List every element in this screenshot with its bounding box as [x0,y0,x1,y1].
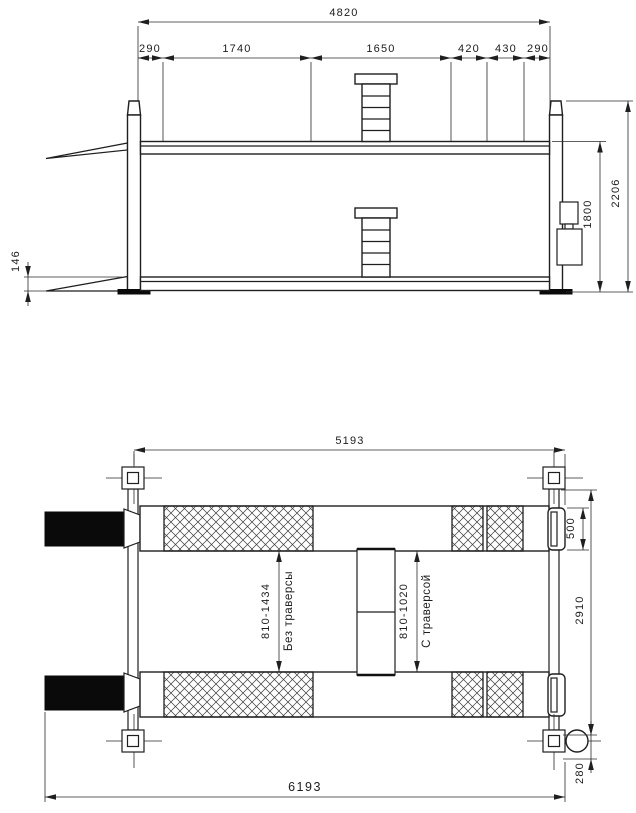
jacking-beam-upper [355,74,397,142]
jack-body [362,84,390,142]
jack-body [362,218,390,277]
dim-label-overall-length: 6193 [288,780,322,794]
dim-label-total-height: 2206 [610,178,622,208]
dim-platform-span [134,435,565,505]
control-box [557,229,582,265]
entry-ramp-raised [46,143,128,159]
dim-with-traverse [398,551,433,672]
dim-label-seg-5: 430 [495,43,517,55]
jack-cap [355,74,397,84]
dim-no-traverse [260,551,295,672]
tread-plate-bottom-right-2 [487,672,523,717]
dim-lowered-height [10,250,122,306]
platform-raised [141,142,550,155]
wheel-stop-top [548,508,565,550]
dim-runway-width [565,508,589,550]
dim-label-no-traverse-range: 810-1434 [260,582,272,640]
tread-plate-top-right-1 [452,506,483,551]
dim-label-platform-height: 1800 [582,199,594,229]
left-post [118,101,150,294]
left-post-column [128,115,141,290]
dim-label-overall-width: 4820 [329,7,359,19]
side-elevation-view [10,7,633,306]
dim-label-seg-2: 1740 [222,43,252,55]
dim-label-runway-width: 500 [565,517,577,539]
platform-lowered [141,277,550,291]
motor-box [560,202,578,224]
wheel-stop-bottom [548,674,565,716]
tread-plate-top-left [164,506,313,551]
dim-label-platform-span: 5193 [335,435,365,447]
dim-extension-lines [163,62,524,141]
dim-overall-width [138,7,550,113]
traverse-beam [357,549,395,675]
label-with-traverse: С траверсой [421,574,433,648]
left-post-cap [128,101,141,115]
dim-label-lowered-height: 146 [10,250,22,272]
dim-label-inner-span: 2910 [574,595,586,625]
approach-ramp-top [45,509,140,548]
approach-ramp-bottom [45,673,140,712]
dim-label-seg-6: 290 [527,43,549,55]
jack-cap [355,208,397,218]
tread-plate-bottom-left [164,672,313,717]
dim-label-seg-1: 290 [139,43,161,55]
right-post-cap [550,101,563,115]
post-plan-bottom-left [106,714,162,768]
plan-view [45,435,601,802]
dim-label-with-traverse-range: 810-1020 [398,582,410,640]
post-plan-top-left [106,451,162,504]
dim-label-motor-offset: 280 [574,762,586,784]
jacking-beam-lower [355,208,397,277]
dim-label-seg-3: 1650 [366,43,396,55]
tread-plate-bottom-right-1 [452,672,483,717]
tread-plate-top-right-2 [487,506,523,551]
dim-label-seg-4: 420 [458,43,480,55]
dim-overall-length [45,712,565,802]
motor-plan-circle [566,730,588,752]
motor-joint [565,224,573,229]
label-no-traverse: Без траверсы [283,570,295,652]
power-unit [557,202,582,265]
dim-chain-top [138,43,550,141]
post-plan-bottom-right [527,714,601,770]
entry-ramp-lowered [46,277,128,292]
